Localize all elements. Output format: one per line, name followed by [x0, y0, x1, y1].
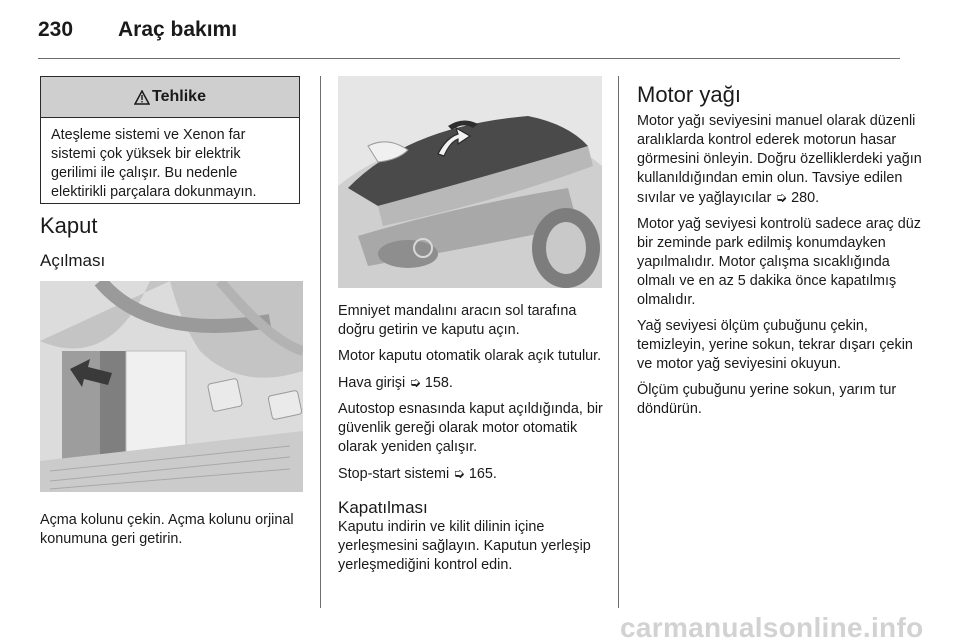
air-intake-ref[interactable]: 158. [424, 375, 453, 391]
column-divider-right [618, 76, 619, 608]
reference-arrow-icon: ➭ [409, 374, 421, 390]
reference-arrow-icon: ➭ [775, 189, 788, 205]
oil-intro-text: Motor yağı seviyesini manuel olarak düzenli aralıklarda kontrol ederek motorun hasar görmesini önleyin. Doğru özelliklerdeki yağın kullanıldığından emin olun. Tavsiye edilen sıvılar ve yağlayıcılar [637, 113, 922, 206]
car-hood-illustration [338, 76, 602, 288]
section-heading-kaput: Kaput [40, 213, 98, 238]
warning-text: Ateşleme sistemi ve Xenon far sistemi çok yüksek bir elektrik gerilimi ile çalışır. Bu nedenle elektirikli parçalara dokunmayın. [51, 127, 257, 200]
para-open-latch: Emniyet mandalını aracın sol tarafına doğru getirin ve kaputu açın. [338, 303, 577, 338]
para-hood-held: Motor kaputu otomatik olarak açık tutulur. [338, 348, 602, 364]
caption-release-lever: Açma kolunu çekin. Açma kolunu orjinal konumuna geri getirin. [40, 512, 294, 547]
section-heading-engine-oil: Motor yağı [637, 82, 741, 107]
stop-start-ref[interactable]: 165. [468, 466, 497, 482]
subheading-opening: Açılması [40, 251, 106, 270]
fluids-ref[interactable]: 280. [791, 190, 820, 206]
header-divider [38, 58, 900, 59]
watermark: carmanualsonline.info [620, 612, 924, 643]
para-oil-check-manual [637, 112, 925, 208]
para-dipstick-steps: Yağ seviyesi ölçüm çubuğunu çekin, temizleyin, yerine sokun, tekrar dışarı çekin ve motor yağ seviyesini okuyun. [637, 318, 913, 372]
warning-header [41, 77, 299, 118]
subheading-closing: Kapatılması [338, 498, 428, 517]
hood-release-lever-illustration [40, 281, 303, 492]
para-dipstick-return: Ölçüm çubuğunu yerine sokun, yarım tur döndürün. [637, 382, 897, 417]
para-oil-level-conditions: Motor yağ seviyesi kontrolü sadece araç düz bir zeminde park edilmiş konumdayken yapılmalıdır. Motor çalışma sıcaklığında olmalı ve en az 5 dakika önce kapatılmış olmalıdır. [637, 216, 921, 308]
para-stop-start [338, 464, 604, 484]
page-title: Araç bakımı [118, 18, 238, 41]
page-number: 230 [38, 18, 74, 41]
reference-arrow-icon: ➭ [453, 465, 465, 481]
right-column-text [637, 82, 925, 426]
warning-box [40, 76, 300, 204]
para-autostop: Autostop esnasında kaput açıldığında, bir güvenlik gereği olarak motor otomatik olarak yeniden çalışır. [338, 401, 603, 455]
column-divider-left [320, 76, 321, 608]
stop-start-text: Stop-start sistemi [338, 466, 450, 482]
para-air-intake [338, 373, 604, 393]
warning-label: Tehlike [152, 88, 206, 105]
middle-column-text [338, 302, 604, 582]
para-closing: Kaputu indirin ve kilit dilinin içine yerleşmesini sağlayın. Kaputun yerleşip yerleşmediğini kontrol edin. [338, 519, 591, 573]
air-intake-text: Hava girişi [338, 375, 406, 391]
warning-triangle-icon [134, 90, 150, 105]
